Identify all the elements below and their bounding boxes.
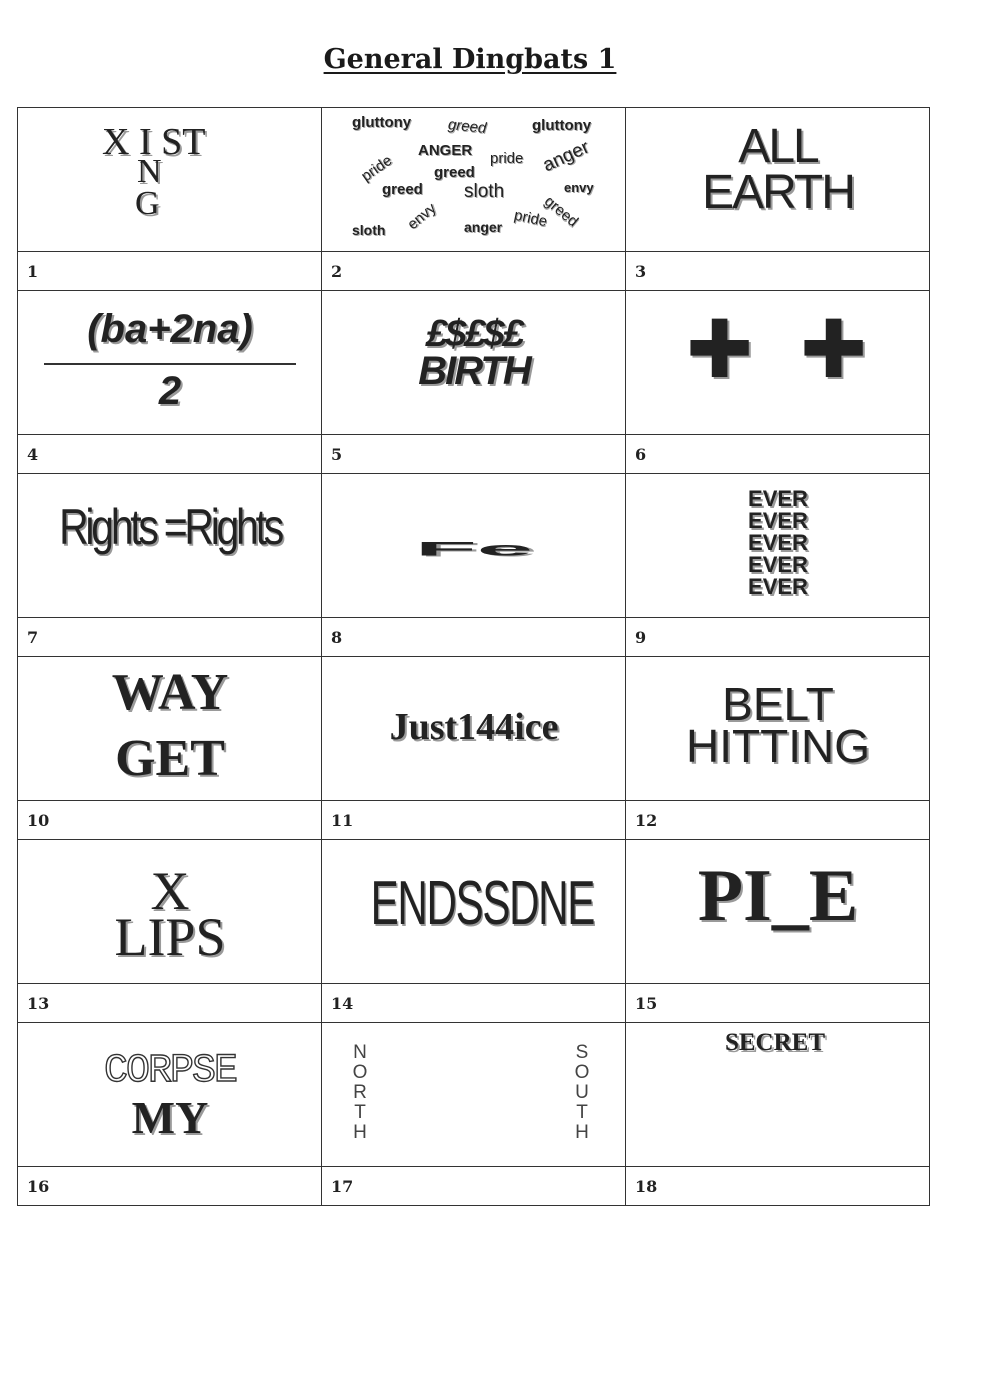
puzzle-15 [626,840,930,984]
puzzle-number [322,618,626,657]
puzzle-18-text: SECRET [724,1029,826,1056]
puzzle-10 [18,657,322,801]
puzzle-1-top: X I ST [102,121,206,163]
number-label: 9 [635,628,647,647]
puzzle-12 [626,657,930,801]
number-label: 2 [331,262,343,281]
puzzle-7 [18,474,322,618]
puzzle-4-denominator: 2 [158,369,182,413]
picture-row-5 [18,840,930,984]
puzzle-7-text: Rights =Rights [59,499,281,555]
number-row-4 [18,801,930,840]
puzzle-1-bot: G [135,185,160,222]
number-row-1 [18,252,930,291]
puzzle-number [18,984,322,1023]
puzzle-number [322,801,626,840]
puzzle-number [626,618,930,657]
fraction-bar [44,363,296,365]
puzzle-number [322,1167,626,1206]
puzzle-10-line2: GET [115,730,225,787]
puzzle-2-word: sloth [352,222,386,238]
puzzle-2-word: pride [512,206,549,231]
puzzle-16 [18,1023,322,1167]
number-row-3 [18,618,930,657]
puzzle-15-text: PI_E [697,855,859,937]
puzzle-2-word: greed [447,116,488,137]
puzzle-number [626,801,930,840]
number-row-6 [18,1167,930,1206]
page-title: General Dingbats 1 [323,44,617,75]
puzzle-number [626,435,930,474]
number-label: 1 [27,262,39,281]
puzzle-number [322,984,626,1023]
puzzle-9-line: EVER [748,486,808,511]
puzzle-number [626,1167,930,1206]
puzzle-number [626,252,930,291]
picture-row-4 [18,657,930,801]
puzzle-9-line: EVER [748,530,808,555]
puzzle-2-word: envy [564,180,594,195]
puzzle-8 [322,474,626,618]
puzzle-2-word: greed [434,164,475,181]
puzzle-number [18,618,322,657]
puzzle-2-word: anger [464,219,503,235]
number-label: 4 [27,445,39,464]
number-label: 18 [635,1177,658,1196]
puzzle-18 [626,1023,930,1167]
picture-row-2 [18,291,930,435]
puzzle-2-word: sloth [464,181,505,202]
puzzle-3-line2: EARTH [702,166,854,219]
number-row-5 [18,984,930,1023]
number-label: 3 [635,262,647,281]
puzzle-number [18,252,322,291]
number-label: 16 [27,1177,50,1196]
number-label: 17 [331,1177,354,1196]
number-label: 15 [635,994,658,1013]
puzzle-8-text: Fe [414,538,534,560]
puzzle-9-line: EVER [748,552,808,577]
puzzle-14 [322,840,626,984]
puzzle-2-word: ANGER [418,142,473,159]
puzzle-16-line1: CORPSE [103,1049,237,1094]
puzzle-2-word: greed [541,192,582,231]
puzzle-4 [18,291,322,435]
puzzle-11 [322,657,626,801]
puzzle-2-word: gluttony [532,117,592,134]
puzzle-9-line: EVER [748,574,808,599]
puzzle-1 [18,108,322,252]
puzzle-17-north: NORTH [352,1042,368,1143]
number-row-2 [18,435,930,474]
number-label: 13 [27,994,50,1013]
puzzle-number [322,435,626,474]
puzzle-5-line1: £$£$£ [426,313,522,355]
puzzle-6 [626,291,930,435]
puzzle-12-line2: HITTING [686,720,870,772]
number-label: 14 [331,994,354,1013]
puzzle-1-mid: N [137,153,162,190]
puzzle-17-south: SOUTH [574,1042,590,1143]
puzzle-4-numerator: (ba+2na) [87,307,253,351]
picture-row-6 [18,1023,930,1167]
puzzle-3 [626,108,930,252]
puzzle-2 [322,108,626,252]
puzzle-2-word: gluttony [352,114,412,131]
picture-row-3 [18,474,930,618]
puzzle-2-word: pride [490,150,524,167]
puzzle-13 [18,840,322,984]
puzzle-number [322,252,626,291]
number-label: 11 [331,811,354,830]
puzzle-13-bot: LIPS [114,907,226,967]
number-label: 6 [635,445,647,464]
number-label: 7 [27,628,39,647]
puzzle-5-line2: BIRTH [418,349,530,393]
picture-row-1 [18,108,930,252]
puzzle-number [18,435,322,474]
puzzle-3-line1: ALL [738,120,818,173]
puzzle-17 [322,1023,626,1167]
puzzle-14-text: ENDSSDNE [370,869,595,938]
puzzle-2-word: greed [382,181,423,198]
puzzle-12-line1: BELT [722,678,834,730]
puzzle-13-top: X [150,861,190,921]
number-label: 5 [331,445,343,464]
puzzle-2-word: pride [358,151,396,186]
puzzle-number [18,801,322,840]
puzzle-2-word: envy [404,199,440,234]
puzzle-11-text: Just144ice [389,706,559,748]
number-label: 8 [331,628,343,647]
cross-icon: ✚ [800,303,868,396]
puzzle-number [626,984,930,1023]
puzzle-10-line1: WAY [111,664,229,721]
cross-icon: ✚ [686,303,754,396]
puzzle-9-line: EVER [748,508,808,533]
number-label: 12 [635,811,658,830]
puzzle-9 [626,474,930,618]
puzzle-number [18,1167,322,1206]
number-label: 10 [27,811,50,830]
puzzle-16-line2: MY [131,1092,209,1143]
puzzle-2-word: anger [539,136,593,177]
puzzle-5 [322,291,626,435]
dingbat-grid [17,107,930,1206]
